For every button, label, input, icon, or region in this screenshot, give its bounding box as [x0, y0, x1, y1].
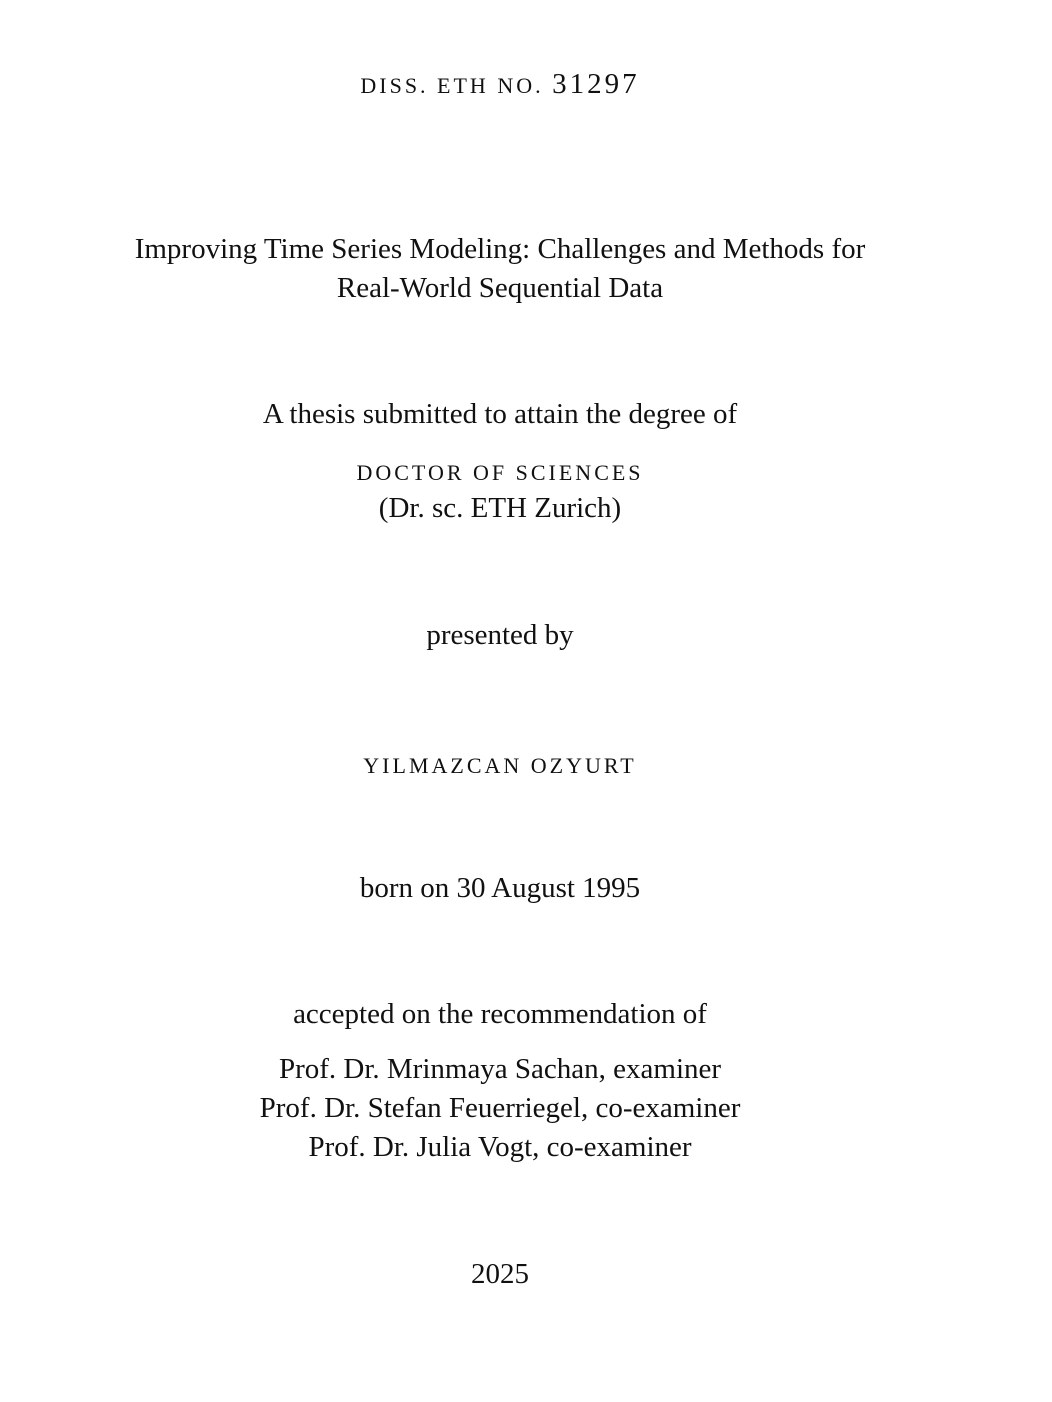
degree-name: DOCTOR OF SCIENCES — [356, 460, 644, 485]
co-examiner: Prof. Dr. Stefan Feuerriegel, co-examiner — [259, 1092, 741, 1124]
recommendation-intro: accepted on the recommendation of — [293, 998, 707, 1030]
dissertation-prefix: DISS. ETH NO. — [360, 73, 553, 98]
dissertation-number — [0, 68, 1000, 101]
degree-abbreviation: (Dr. sc. ETH Zurich) — [378, 492, 622, 524]
degree-intro: A thesis submitted to attain the degree of — [262, 398, 738, 430]
author-name: YILMAZCAN OZYURT — [363, 753, 637, 778]
year: 2025 — [471, 1258, 529, 1290]
co-examiner: Prof. Dr. Julia Vogt, co-examiner — [308, 1131, 692, 1163]
birth-date: born on 30 August 1995 — [359, 872, 641, 904]
presented-by: presented by — [426, 619, 574, 651]
thesis-title-line-1: Improving Time Series Modeling: Challenges and Methods for — [134, 233, 866, 265]
examiner: Prof. Dr. Mrinmaya Sachan, examiner — [278, 1053, 722, 1085]
dissertation-number-value: 31297 — [552, 68, 640, 100]
thesis-title-line-2: Real-World Sequential Data — [336, 272, 664, 304]
